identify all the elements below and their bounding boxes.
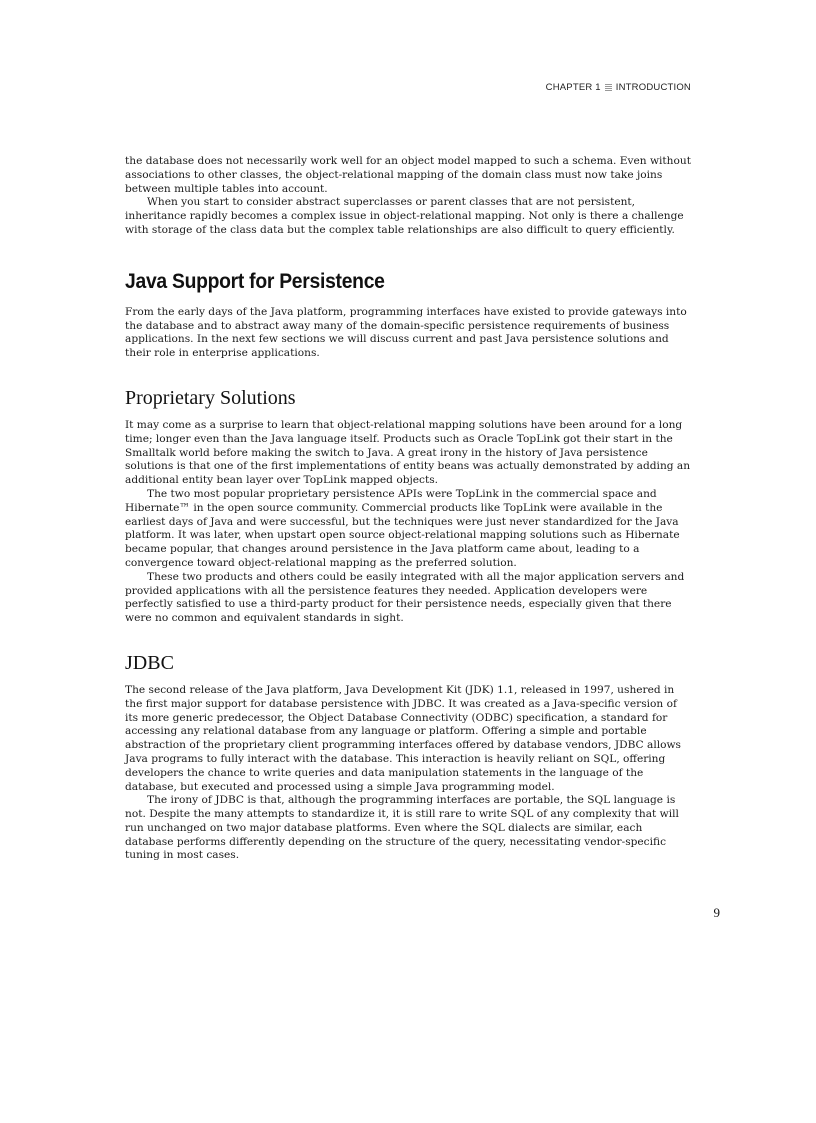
page-body <box>125 155 691 863</box>
paragraph: The irony of JDBC is that, although the programming interfaces are portable, the SQL language is not. Despite the many attempts to standardize it, it is still rare to write SQL of any complexity that will run unchanged on two major database platforms. Even where the SQL dialects are similar, each database performs differently depending on the structure of the query, necessitating vendor-specific tuning in most cases. <box>125 794 679 862</box>
page-number: 9 <box>713 905 720 920</box>
paragraph: The two most popular proprietary persistence APIs were TopLink in the commercial space and Hibernate™ in the open source community. Commercial products like TopLink were available in the earliest days of Java and were successful, but the techniques were just never standardized for the Java platform. It was later, when upstart open source object-relational mapping solutions such as Hibernate became popular, that changes around persistence in the Java platform came about, leading to a convergence toward object-relational mapping as the preferred solution. <box>125 487 680 569</box>
paragraph: the database does not necessarily work well for an object model mapped to such a schema. Even without associations to other classes, the object-relational mapping of the domain class must now take joins between multiple tables into account. <box>125 155 691 195</box>
chapter-label: CHAPTER 1 <box>545 82 601 93</box>
paragraph: These two products and others could be easily integrated with all the major application servers and provided applications with all the persistence features they needed. Application developers were perfectly satisfied to use a third-party product for their persistence needs, especially given that there were no common and equivalent standards in sight. <box>125 570 685 625</box>
paragraph: When you start to consider abstract superclasses or parent classes that are not persistent, inheritance rapidly becomes a complex issue in object-relational mapping. Not only is there a challenge with storage of the class data but the complex table relationships are also difficult to query efficiently. <box>125 196 684 236</box>
running-header <box>546 82 691 93</box>
section-heading-java-support: Java Support for Persistence <box>125 269 385 293</box>
paragraph: From the early days of the Java platform, programming interfaces have existed to provide gateways into the database and to abstract away many of the domain-specific persistence requirements of business applications. In the next few sections we will discuss current and past Java persistence solutions and their role in enterprise applications. <box>125 305 687 360</box>
chapter-title: INTRODUCTION <box>615 82 691 93</box>
separator-icon <box>605 84 612 91</box>
subsection-heading-proprietary-solutions: Proprietary Solutions <box>125 386 296 409</box>
paragraph: The second release of the Java platform, Java Development Kit (JDK) 1.1, released in 1997, ushered in the first major support for database persistence with JDBC. It was created as a Java-specific version of its more generic predecessor, the Object Database Connectivity (ODBC) specification, a standard for accessing any relational database from any language or platform. Offering a simple and portable abstraction of the proprietary client programming interfaces offered by database vendors, JDBC allows Java programs to fully interact with the database. This interaction is heavily reliant on SQL, offering developers the chance to write queries and data manipulation statements in the language of the database, but executed and processed using a simple Java programming model. <box>125 683 681 793</box>
paragraph: It may come as a surprise to learn that object-relational mapping solutions have been around for a long time; longer even than the Java language itself. Products such as Oracle TopLink got their start in the Smalltalk world before making the switch to Java. A great irony in the history of Java persistence solutions is that one of the first implementations of entity beans was actually demonstrated by adding an additional entity bean layer over TopLink mapped objects. <box>125 418 691 487</box>
subsection-heading-jdbc: JDBC <box>125 651 174 674</box>
